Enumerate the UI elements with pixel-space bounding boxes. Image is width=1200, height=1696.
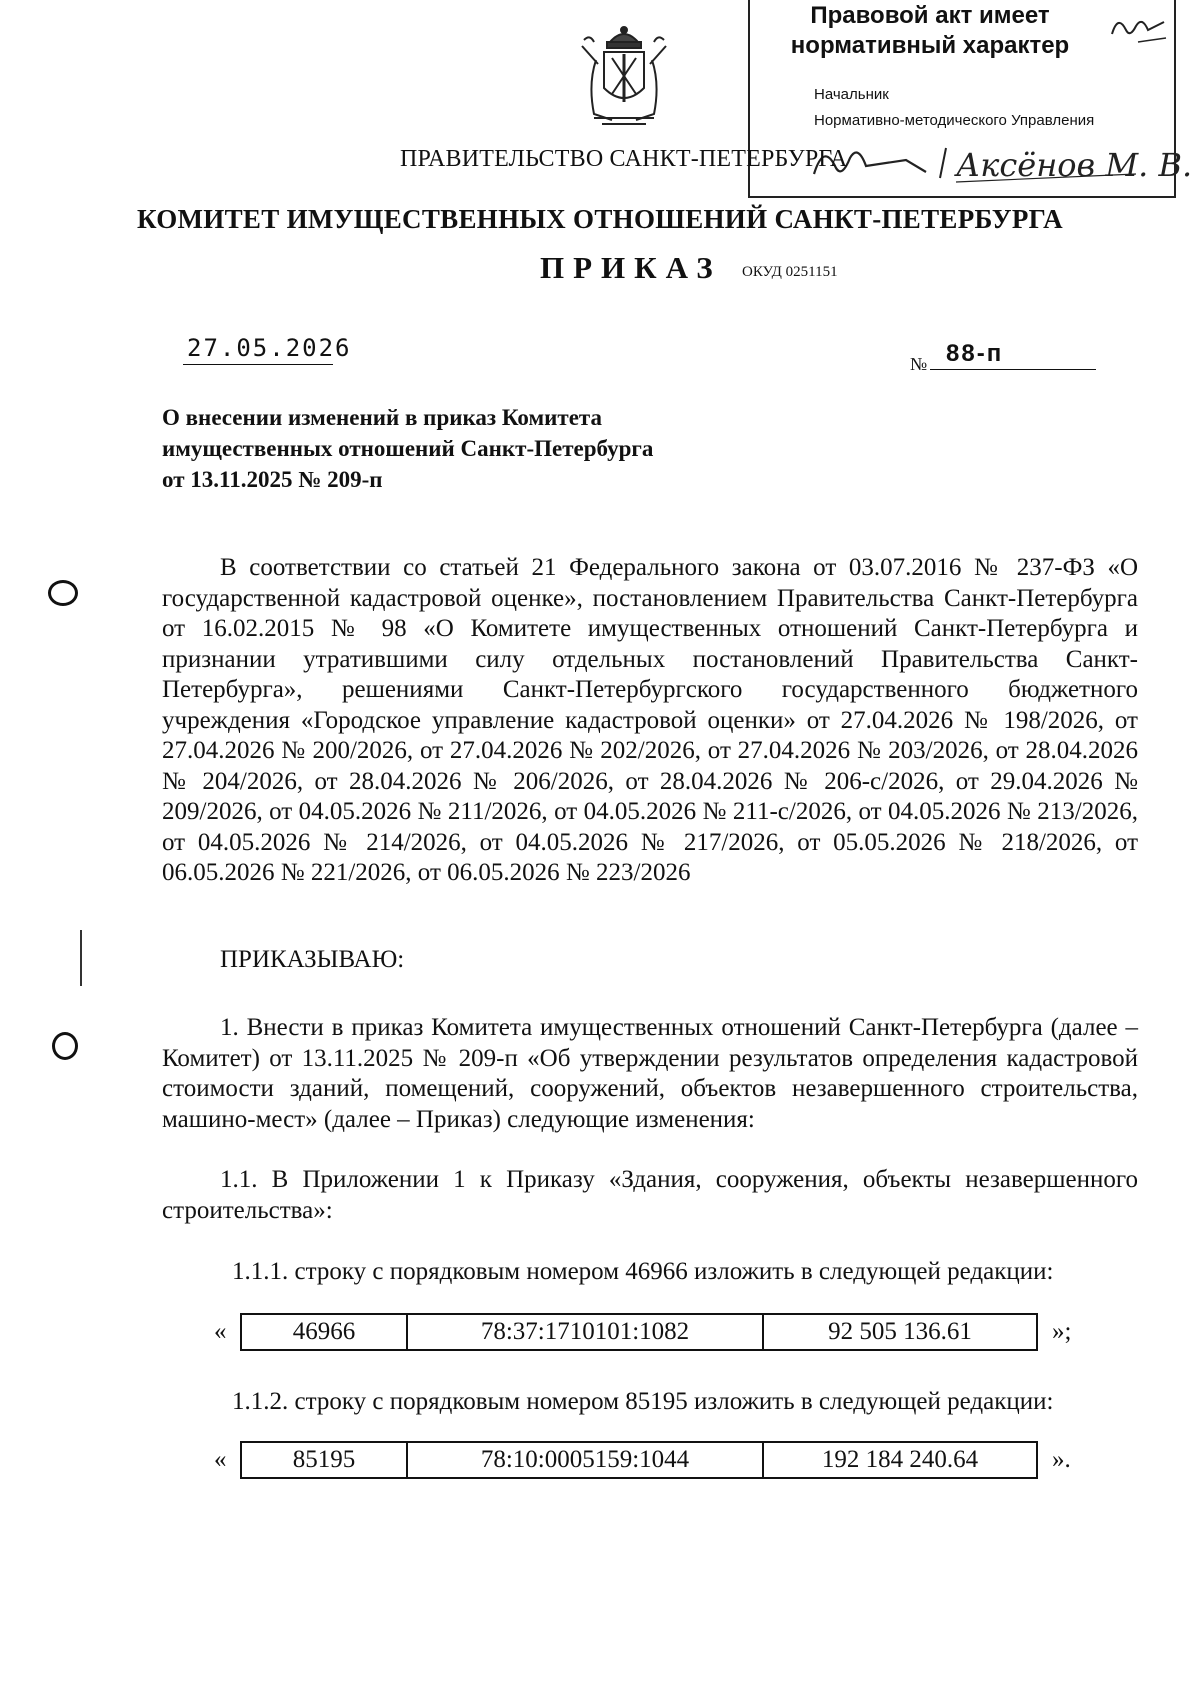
- government-title: ПРАВИТЕЛЬСТВО САНКТ-ПЕТЕРБУРГА: [400, 146, 848, 172]
- item-1-1-1-paragraph: 1.1.1. строку с порядковым номером 46966 изложить в следующей редакции:: [232, 1258, 1054, 1285]
- committee-title: КОМИТЕТ ИМУЩЕСТВЕННЫХ ОТНОШЕНИЙ САНКТ-ПЕТЕРБУРГА: [137, 204, 1063, 234]
- cadastral-value-cell: 92 505 136.61: [762, 1315, 1036, 1349]
- close-quote: »;: [1052, 1318, 1072, 1345]
- close-quote: ».: [1052, 1446, 1071, 1473]
- signature-initials-mark: [1108, 8, 1168, 48]
- scan-margin-mark: [80, 930, 82, 986]
- document-date: 27.05.2026: [183, 334, 333, 365]
- subject-line-1: О внесении изменений в приказ Комитета: [162, 405, 602, 430]
- cadastral-number-cell: 78:10:0005159:1044: [406, 1443, 762, 1477]
- handwritten-signature: [806, 134, 1193, 188]
- number-label: №: [910, 354, 928, 374]
- document-subject: [162, 402, 782, 495]
- subject-line-3: от 13.11.2025 № 209-п: [162, 467, 383, 492]
- svg-text:Аксёнов М. В.: Аксёнов М. В.: [956, 146, 1193, 184]
- item-1-paragraph: 1. Внести в приказ Комитета имущественных отношений Санкт-Петербурга (далее – Комитет) от 13.11.2025 № 209-п «Об утверждении результатов определения кадастровой стоимости зданий, помещений, сооружений, объектов незавершенного строительства, машино-мест» (далее – Приказ) следующие изменения:: [162, 1014, 1138, 1133]
- punch-hole-mark: [52, 1032, 78, 1060]
- document-number: 88-п: [930, 340, 1096, 370]
- stamp-line-2: нормативный характер: [790, 32, 1070, 59]
- cadastral-value-cell: 192 184 240.64: [762, 1443, 1036, 1477]
- subject-line-2: имущественных отношений Санкт-Петербурга: [162, 436, 654, 461]
- stamp-position-1: Начальник: [814, 86, 889, 103]
- order-word: ПРИКАЗЫВАЮ:: [220, 946, 405, 973]
- stamp-line-1: Правовой акт имеет: [810, 2, 1050, 29]
- row-cells: [240, 1441, 1038, 1479]
- document-type-title: ПРИКАЗ: [540, 250, 722, 285]
- preamble-paragraph: В соответствии со статьей 21 Федерального закона от 03.07.2016 № 237-ФЗ «О государственной кадастровой оценке», постановлением Правительства Санкт-Петербурга от 16.02.2015 № 98 «О Комитете имущественных отношений Санкт-Петербурга и признании утратившими силу отдельных постановлений Правительства Санкт-Петербурга», решениями Санкт-Петербургского государственного бюджетного учреждения «Городское управление кадастровой оценки» от 27.04.2026 № 198/2026, от 27.04.2026 № 200/2026, от 27.04.2026 № 202/2026, от 27.04.2026 № 203/2026, от 28.04.2026 № 204/2026, от 28.04.2026 № 206/2026, от 28.04.2026 № 206-с/2026, от 29.04.2026 № 209/2026, от 04.05.2026 № 211/2026, от 04.05.2026 № 211-с/2026, от 04.05.2026 № 213/2026, от 04.05.2026 № 214/2026, от 04.05.2026 № 217/2026, от 05.05.2026 № 218/2026, от 06.05.2026 № 221/2026, от 06.05.2026 № 223/2026: [162, 554, 1138, 886]
- cadastral-number-cell: 78:37:1710101:1082: [406, 1315, 762, 1349]
- row-number-cell: 85195: [292, 1446, 356, 1473]
- table-row: [214, 1313, 1071, 1351]
- open-quote: «: [214, 1318, 227, 1345]
- table-row: [214, 1441, 1071, 1479]
- item-1-1-paragraph: 1.1. В Приложении 1 к Приказу «Здания, сооружения, объекты незавершенного строительства»:: [162, 1166, 1138, 1224]
- okud-code: ОКУД 0251151: [742, 264, 838, 280]
- stamp-position-2: Нормативно-методического Управления: [814, 112, 1095, 129]
- item-1-1-2-paragraph: 1.1.2. строку с порядковым номером 85195 изложить в следующей редакции:: [232, 1388, 1054, 1415]
- punch-hole-mark: [48, 580, 78, 606]
- row-number-cell: 46966: [292, 1318, 356, 1345]
- row-cells: [240, 1313, 1038, 1351]
- coat-of-arms-emblem: [574, 24, 674, 130]
- open-quote: «: [214, 1446, 227, 1473]
